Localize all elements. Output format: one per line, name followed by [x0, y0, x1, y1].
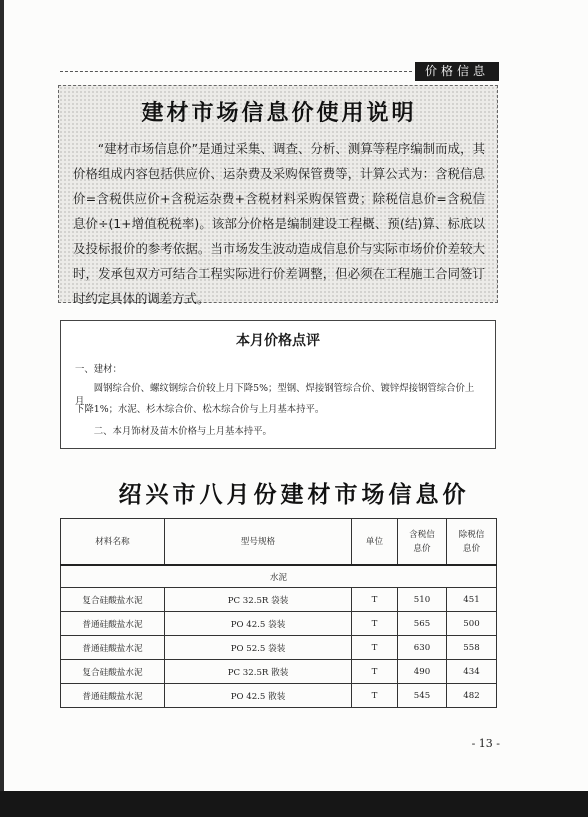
section-label: 水泥	[61, 565, 497, 588]
scan-bottom-edge	[0, 791, 588, 817]
cell-spec: PO 42.5 散装	[165, 684, 352, 708]
review-line-2: 圆钢综合价、螺纹钢综合价较上月下降5%；型钢、焊接钢管综合价、镀锌焊接钢管综合价上月	[75, 383, 475, 407]
cell-name: 普通硅酸盐水泥	[61, 636, 165, 660]
cell-unit: T	[352, 660, 398, 684]
usage-instructions-box	[58, 85, 498, 306]
header-spec: 型号规格	[165, 519, 352, 566]
cell-unit: T	[352, 612, 398, 636]
table-row	[61, 588, 497, 612]
cell-tax-inclusive: 545	[398, 684, 447, 708]
cell-spec: PC 32.5R 袋装	[165, 588, 352, 612]
cell-tax-exclusive: 558	[447, 636, 497, 660]
cell-tax-inclusive: 490	[398, 660, 447, 684]
header-material-name: 材料名称	[61, 519, 165, 566]
cell-tax-inclusive: 630	[398, 636, 447, 660]
cell-unit: T	[352, 636, 398, 660]
instructions-title: 建材市场信息价使用说明	[141, 101, 417, 126]
cell-tax-exclusive: 451	[447, 588, 497, 612]
header-rule	[60, 71, 412, 72]
monthly-review-box	[60, 320, 496, 449]
table-row	[61, 684, 497, 708]
section-row	[61, 565, 497, 588]
cell-name: 普通硅酸盐水泥	[61, 684, 165, 708]
header-unit: 单位	[352, 519, 398, 566]
scan-left-edge	[0, 0, 4, 817]
cell-tax-inclusive: 510	[398, 588, 447, 612]
cell-name: 普通硅酸盐水泥	[61, 612, 165, 636]
cell-name: 复合硅酸盐水泥	[61, 588, 165, 612]
review-line-4: 二、本月饰材及苗木价格与上月基本持平。	[93, 426, 272, 437]
table-header-row	[61, 519, 497, 566]
main-title: 绍兴市八月份建材市场信息价	[118, 482, 470, 508]
page-number: - 13 -	[471, 737, 500, 750]
cell-unit: T	[352, 684, 398, 708]
cell-tax-exclusive: 482	[447, 684, 497, 708]
review-line-1: 一、建材：	[75, 364, 122, 375]
cell-spec: PO 42.5 袋装	[165, 612, 352, 636]
table-row	[61, 636, 497, 660]
cell-spec: PC 32.5R 散装	[165, 660, 352, 684]
cell-name: 复合硅酸盐水泥	[61, 660, 165, 684]
review-title: 本月价格点评	[236, 333, 320, 349]
table-row	[61, 612, 497, 636]
header-tax-inclusive: 含税信息价	[398, 519, 447, 566]
cell-tax-exclusive: 434	[447, 660, 497, 684]
cell-tax-inclusive: 565	[398, 612, 447, 636]
instructions-body: “建材市场信息价”是通过采集、调查、分析、测算等程序编制而成，其价格组成内容包括供应价、运杂费及采购保管费等，计算公式为：含税信息价=含税供应价+含税运杂费+含税材料采购保管费；除税信息价=含税信息价÷(1+增值税税率)。该部分价格是编制建设工程概、预(结)算、标底以及投标报价的参考依据。当市场发生波动造成信息价与实际市场价价差较大时，发承包双方可结合工程实际进行价差调整，但必须在工程施工合同签订时约定具体的调差方式。	[73, 141, 485, 306]
header-tax-exclusive: 除税信息价	[447, 519, 497, 566]
review-line-3: 下降1%；水泥、杉木综合价、松木综合价与上月基本持平。	[75, 404, 325, 415]
table-row	[61, 660, 497, 684]
cell-unit: T	[352, 588, 398, 612]
cell-tax-exclusive: 500	[447, 612, 497, 636]
price-table	[60, 518, 497, 708]
section-badge: 价格信息	[415, 62, 499, 81]
cell-spec: PO 52.5 袋装	[165, 636, 352, 660]
